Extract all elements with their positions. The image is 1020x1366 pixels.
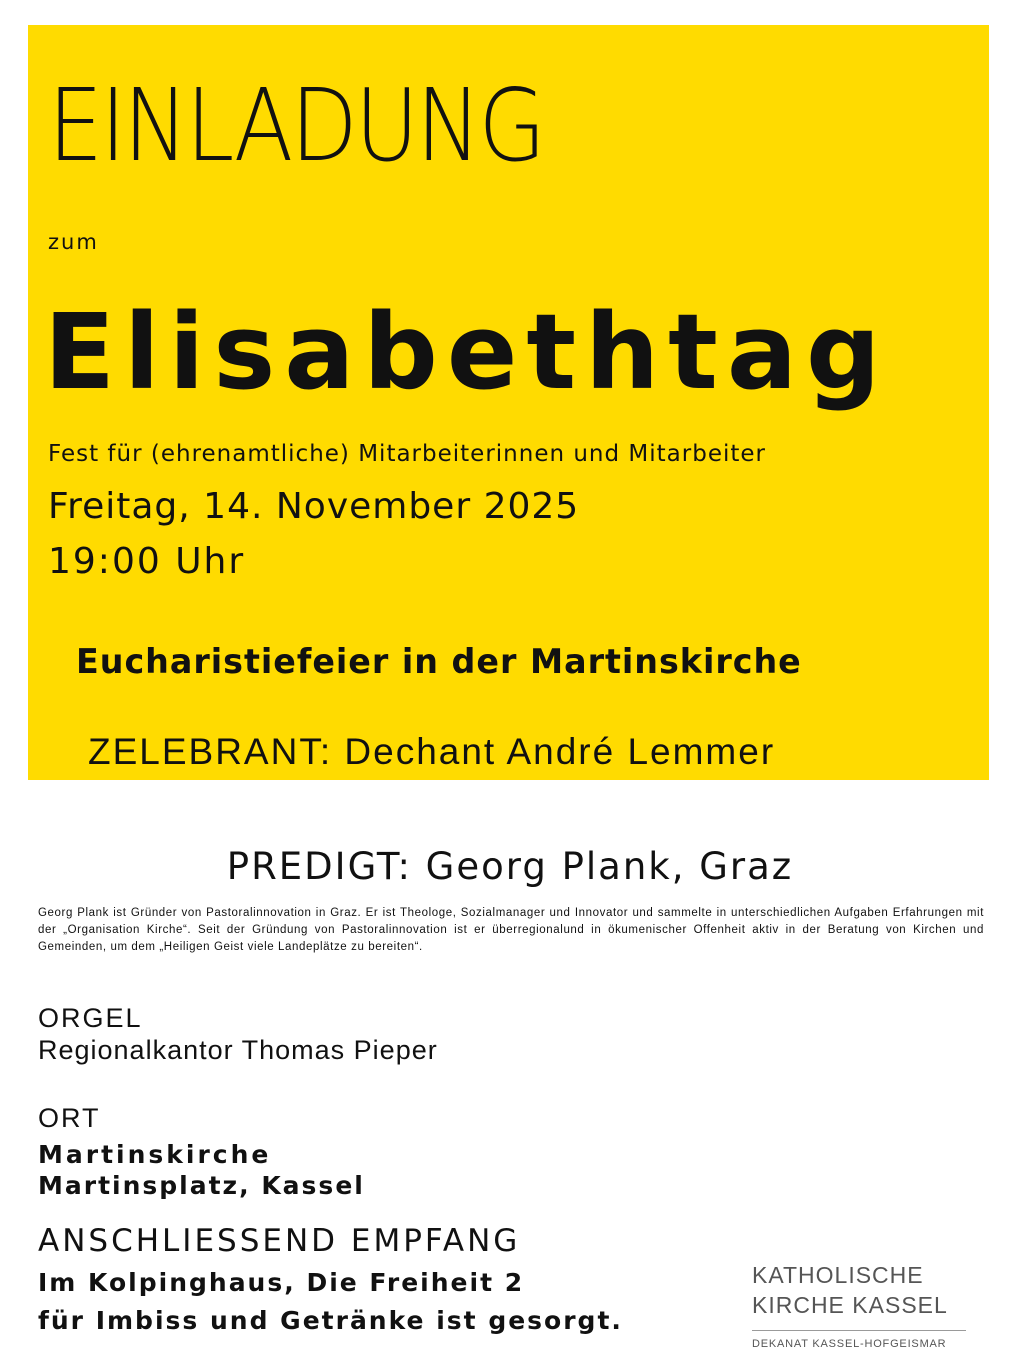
reception-location: Im Kolpinghaus, Die Freiheit 2 <box>38 1268 525 1297</box>
sermon-heading: PREDIGT: Georg Plank, Graz <box>226 845 794 888</box>
event-name: Elisabethtag <box>44 291 890 413</box>
place-church: Martinskirche <box>38 1140 272 1169</box>
logo-line-kirche-kassel: KIRCHE KASSEL <box>752 1292 948 1318</box>
reception-note: für Imbiss und Getränke ist gesorgt. <box>38 1306 623 1335</box>
organ-name: Regionalkantor Thomas Pieper <box>38 1035 438 1065</box>
reception-heading: ANSCHLIESSEND EMPFANG <box>38 1223 521 1259</box>
zum-label: zum <box>48 230 99 254</box>
preacher-bio: Georg Plank ist Gründer von Pastoralinnovation in Graz. Er ist Theologe, Sozialmanager und Innovator und sammelte in unterschiedlichen Aufgaben Erfahrungen mit der „Organisation Kirche“. Seit der Gründung von Pastoralinnovation ist er überregionalund in ökumenischer Offenheit aktiv in der Beratung von Kirchen und Gemeinden, um dem „Heiligen Geist viele Landeplätze zu bereiten“. <box>38 907 984 953</box>
logo-divider <box>752 1330 966 1331</box>
place-heading: ORT <box>38 1103 101 1133</box>
logo-line-dekanat: DEKANAT KASSEL-HOFGEISMAR <box>752 1338 947 1350</box>
invitation-title: EINLADUNG <box>48 67 544 184</box>
event-time: 19:00 Uhr <box>48 541 246 582</box>
organ-heading: ORGEL <box>38 1003 143 1033</box>
celebrant-info: ZELEBRANT: Dechant André Lemmer <box>88 731 776 772</box>
event-date: Freitag, 14. November 2025 <box>48 486 580 527</box>
event-subtitle: Fest für (ehrenamtliche) Mitarbeiterinnen und Mitarbeiter <box>48 441 766 467</box>
logo-line-katholische: KATHOLISCHE <box>752 1262 924 1288</box>
mass-info: Eucharistiefeier in der Martinskirche <box>76 642 802 682</box>
church-logo <box>752 1260 966 1350</box>
place-address: Martinsplatz, Kassel <box>38 1171 365 1200</box>
